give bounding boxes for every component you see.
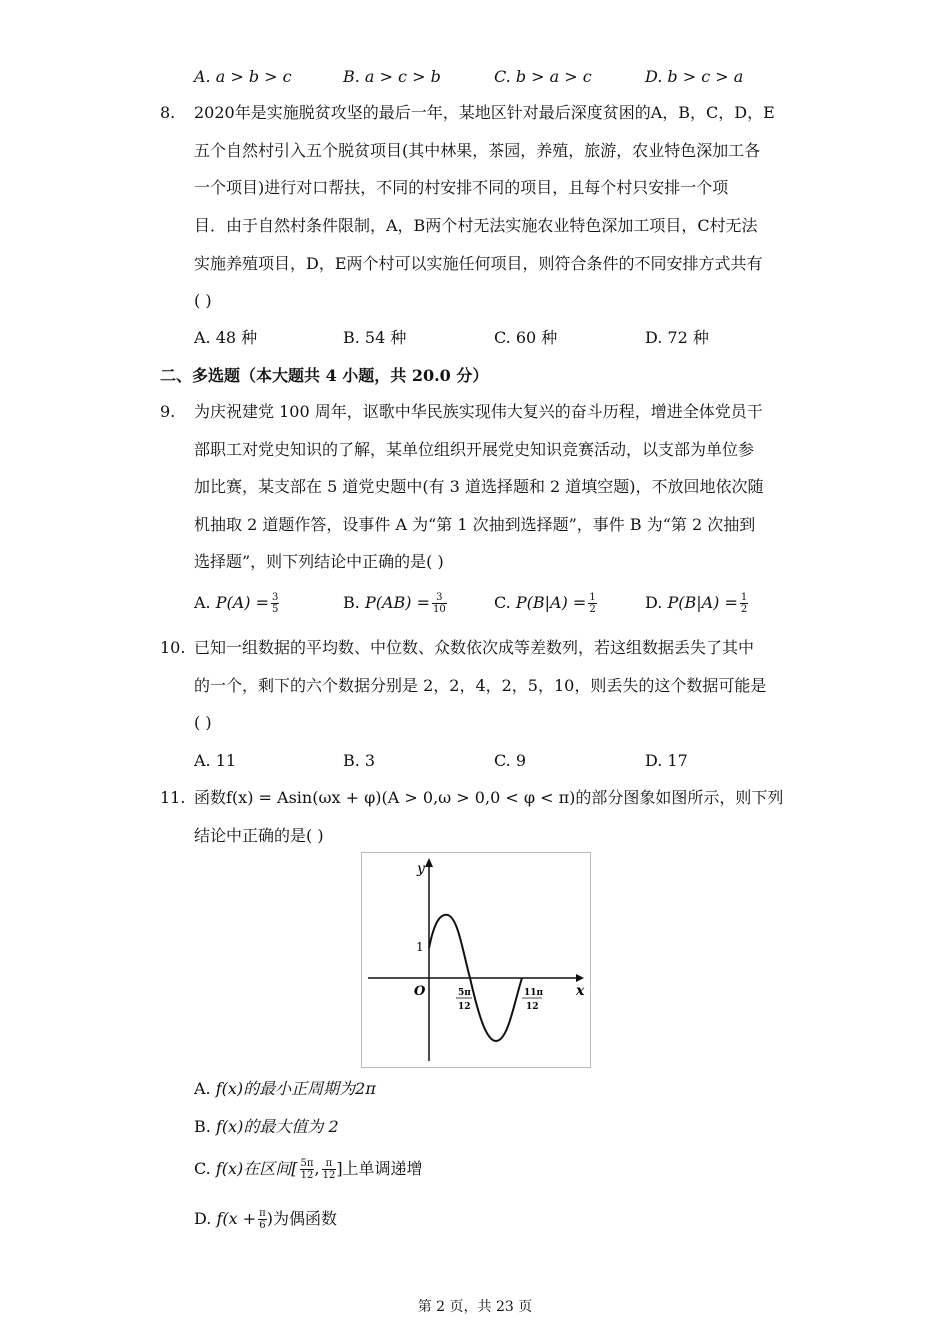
q9-option-a: A. P(A) = $\frac{3}{5}$ xyxy=(194,592,279,615)
x-axis-label: x xyxy=(576,983,585,999)
q9-line-3: 加比赛，某支部在 5 道党史题中(有 3 道选择题和 2 道填空题)，不放回地依次随 xyxy=(194,477,764,496)
q7-option-d: D. b > c > a xyxy=(645,67,744,86)
q9-option-c: C. P(B|A) = $\frac{1}{2}$ xyxy=(494,592,596,615)
q9-line-4: 机抽取 2 道题作答，设事件 A 为“第 1 次抽到选择题”，事件 B 为“第 2 次抽到 xyxy=(194,515,756,534)
q8-line-5: 实施养殖项目，D，E两个村可以实施任何项目，则符合条件的不同安排方式共有 xyxy=(194,254,763,273)
x-tick-11pi-den: 12 xyxy=(526,1002,539,1012)
origin-label: O xyxy=(414,984,426,999)
q10-line-2: 的一个，剩下的六个数据分别是 2，2，4，2，5，10，则丢失的这个数据可能是 xyxy=(194,676,767,695)
y-axis-arrow xyxy=(425,858,433,867)
q11-number: 11. xyxy=(160,788,186,807)
q8-option-d: D. 72 种 xyxy=(645,328,709,347)
q8-option-c: C. 60 种 xyxy=(494,328,558,347)
q7-option-c: C. b > a > c xyxy=(494,67,592,86)
x-tick-11pi-num: 11π xyxy=(524,988,544,998)
q10-line-3: ( ) xyxy=(194,713,212,732)
y-axis-label: y xyxy=(417,861,425,877)
page-footer: 第 2 页，共 23 页 xyxy=(417,1299,533,1315)
x-axis-arrow xyxy=(576,974,584,982)
q11-option-a: A. f(x)的最小正周期为2π xyxy=(194,1079,376,1098)
x-tick-5pi-num: 5π xyxy=(458,988,471,998)
q11-line-1: 函数f(x) = Asin(ωx + φ)(A > 0,ω > 0,0 < φ < π)的部分图象如图所示，则下列 xyxy=(194,788,784,807)
x-tick-5pi-den: 12 xyxy=(458,1002,471,1012)
q9-line-5: 选择题”，则下列结论中正确的是( ) xyxy=(194,552,444,571)
section-header-multi-choice: 二、多选题（本大题共 4 小题，共 20.0 分） xyxy=(160,366,489,385)
q9-line-2: 部职工对党史知识的了解，某单位组织开展党史知识竞赛活动，以支部为单位参 xyxy=(194,440,755,459)
q9-option-b: B. P(AB) = $\frac{3}{10}$ xyxy=(343,592,446,615)
q8-line-2: 五个自然村引入五个脱贫项目(其中林果，茶园，养殖，旅游，农业特色深加工各 xyxy=(194,141,761,160)
q10-option-c: C. 9 xyxy=(494,751,527,770)
q8-line-4: 目．由于自然村条件限制，A，B两个村无法实施农业特色深加工项目，C村无法 xyxy=(194,216,758,235)
q11-line-2: 结论中正确的是( ) xyxy=(194,826,324,845)
q10-number: 10. xyxy=(160,638,186,657)
q8-line-3: 一个项目)进行对口帮扶，不同的村安排不同的项目，且每个村只安排一个项 xyxy=(194,178,729,197)
q11-option-d: D. f(x + $\frac{\pi}{6}$ )为偶函数 xyxy=(194,1208,337,1231)
q7-option-a: A. a > b > c xyxy=(194,67,292,86)
q8-option-b: B. 54 种 xyxy=(343,328,407,347)
q7-option-b: B. a > c > b xyxy=(343,67,441,86)
q10-option-b: B. 3 xyxy=(343,751,376,770)
q10-option-a: A. 11 xyxy=(194,751,237,770)
q9-line-1: 为庆祝建党 100 周年，讴歌中华民族实现伟大复兴的奋斗历程，增进全体党员干 xyxy=(194,402,763,421)
q10-line-1: 已知一组数据的平均数、中位数、众数依次成等差数列，若这组数据丢失了其中 xyxy=(194,638,755,657)
sine-graph-svg xyxy=(362,853,590,1067)
q9-number: 9. xyxy=(160,402,176,421)
q8-line-1: 2020年是实施脱贫攻坚的最后一年，某地区针对最后深度贫困的A，B，C，D，E xyxy=(194,103,775,122)
q11-option-c: C. f(x)在区间[ $\frac{5\pi}{12}$ , $\frac{\pi}{12}$ ]上单调递增 xyxy=(194,1158,423,1181)
y-tick-1: 1 xyxy=(416,940,424,954)
q10-option-d: D. 17 xyxy=(645,751,688,770)
q9-option-d: D. P(B|A) = $\frac{1}{2}$ xyxy=(645,592,748,615)
q8-option-a: A. 48 种 xyxy=(194,328,258,347)
q8-line-6: ( ) xyxy=(194,291,212,310)
q8-number: 8. xyxy=(160,103,176,122)
q11-option-b: B. f(x)的最大值为 2 xyxy=(194,1117,339,1136)
sine-graph-figure xyxy=(361,852,591,1068)
